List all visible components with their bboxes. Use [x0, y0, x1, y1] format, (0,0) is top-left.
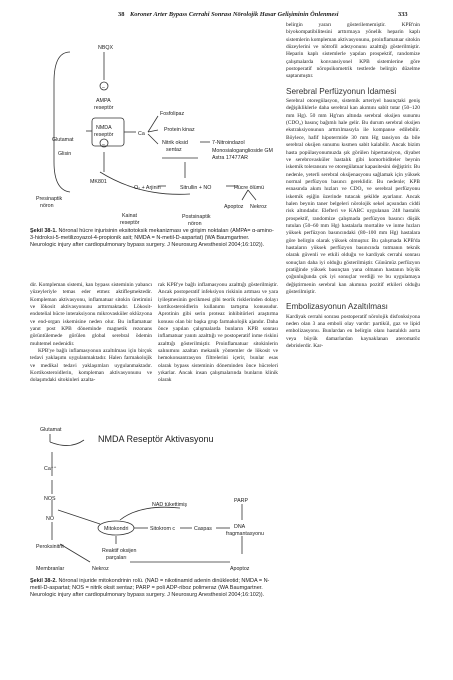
label-peroksinitrit: Peroksinitrit	[36, 544, 64, 550]
label-sentaz: sentaz	[166, 147, 182, 153]
label-nitroindazol: 7-Nitroindazol	[212, 140, 245, 146]
left-column-paragraph-1: dir. Kompleman sistemi, kan bypass sisteminin yabancı yüzeyleriyle temas eder etmez aktifleşmektedir. Kompleman aktivasyonu, inflamatuar sitokin üretimini ve lökosit aktivasyonunu arttırmaktadır. Lökosit-endotelial hücre interaksiyonu mikrovasküler oklüzyona ve end-organ iskemisine neden olur. Bu inflamatuar yanıt post KPB döneminde magnetik rezonans görüntülemede görülen global serebral ödemin muhtemel nedenidir.	[30, 282, 152, 347]
label-membranlar: Membranlar	[36, 566, 65, 572]
label-sitokrom-c: Sitokrom c	[150, 526, 176, 532]
label-nmda-receptor: reseptör	[94, 132, 114, 138]
middle-column	[158, 282, 278, 385]
label-ca-2: Ca⁺⁺	[44, 466, 57, 472]
figure-38-2-caption	[30, 578, 274, 599]
label-nekroz-2: Nekroz	[92, 566, 109, 572]
section-embolization-text: Kardiyak cerrahi sonrası postoperatif nörolojik disfonksiyona neden olan 3 ana emboli olay vardır: partikül, gaz ve lipid embolizasyonu. Bunlardan en belirgin olanı hastalıklı aorta veya büyük damarlardan kaynaklanan ateromatöz debrislerdir. Kar-	[286, 313, 420, 350]
figure-38-1-diagram	[30, 22, 278, 227]
label-nekroz: Nekroz	[250, 204, 267, 210]
left-column-paragraph-2: KPB'ye bağlı inflamasyonun azaltılması için birçok tedavi yaklaşımı uygulanmaktadır. Halen farmakolojik ve medikal tedavi yaklaşımları uygulanmaktadır. Kortikosteroidlerin, kompleman aktivasyonunu ve dolaşımdaki sitokinleri azalta-	[30, 348, 152, 384]
label-ca: Ca	[138, 131, 145, 137]
label-glutamat: Glutamat	[52, 137, 74, 143]
page-number: 333	[398, 11, 408, 18]
label-ampa: AMPA	[96, 98, 111, 104]
label-nitrik-oksid: Nitrik oksid	[162, 140, 188, 146]
figure-38-1-caption-text: Nöronal hücre injurisinin eksitotoksik mekanizması ve girişim noktaları (AMPA= α-amino-3-hidroksi-5-metilizoyazol-4-propionik asit; NMDA = N-metil-D-aspartat) (WA Baumgartner. Neurologic injury after cardiopulmonary bypass surgery. J Neurosurg Anesthesiol 2004;16:102)).	[30, 228, 274, 248]
label-astra: Astra 17477AR	[212, 155, 248, 161]
label-ampa-receptor: reseptör	[94, 105, 114, 111]
figure-38-2-caption-label: Şekil 38-2.	[30, 578, 57, 584]
label-parcalar: parçaları	[106, 555, 127, 561]
label-kainat: Kainat	[122, 213, 138, 219]
middle-column-paragraph: rak KPB'ye bağlı inflamasyonu azalttığı gösterilmiştir. Ancak postoperatif infeksiyon riskinin artması ve yara iyileşmesinin gecikmesi gibi teorik risklerinden dolayı kortikosteroidlerin kullanımı tartışma konusudur. Aprotinin gibi serin proteaz inhibitörleri araştırma konusu olan bir başka grup farmakolojik ajandır. Daha önce yapılan çalışmalarda bunların KPB sonrası inflamatuar yanıtı azalttığı ve postoperatif inme riskini azalttığı gösterilmiştir. Proinflamatuar sitokinlerin salınımını azaltan mekanik yöntemler de lökosit ve hemokonsantrasyon filtrelerini içerir, bunlar esas olarak bypass sisteminin döneminden önce hücreleri yıkarlar. Ancak insan çalışmalarında bunların klinik olarak	[158, 282, 278, 384]
label-presinaptik: Presinaptik	[36, 196, 63, 202]
label-protein-kinaz: Protein kinaz	[164, 127, 195, 133]
label-monosialoganglioside: Monosialoganglioside GM	[212, 148, 273, 154]
label-reaktif-oksijen: Reaktif oksijen	[102, 548, 137, 554]
label-apoptoz-2: Apoptoz	[230, 566, 250, 572]
label-hucre-olumu: Hücre ölümü	[234, 185, 265, 191]
section-heading-perfusion: Serebral Perfüzyonun İdamesi	[286, 86, 397, 96]
label-glisin: Glisin	[58, 151, 72, 157]
label-kainat-receptor: reseptör	[120, 220, 140, 226]
inhibit-symbol: –	[102, 84, 105, 91]
label-postsinaptik: Postsinaptik	[182, 214, 211, 220]
figure-38-2-title: NMDA Reseptör Aktivasyonu	[98, 434, 214, 444]
figure-38-2-diagram	[30, 424, 278, 574]
label-apoptoz: Apoptoz	[224, 204, 244, 210]
section-perfusion-text: Serebral otoregülasyon, sistemik arteriyel basınçtaki geniş değişikliklerle daha serebral kan akımını sabit tutar (50–120 mm Hg). 50 mm Hg'nın altında serebral oksijen sunumu (CDO₂) basınç bağımlı hale gelir. Bu durum serebral oksijen ekstraksiyonunun arttırılmasıyla ile kompanse edilebilir. Böylece, hafif hipotermide 30 mm Hg tansiyon da bile serebral oksijen sunumu kısmen sabit kalabilir. Ancak bizim hasta popülasyonumuzda şık görülen hipertansiyon, diyabet ve serebrovasküler hastalık gibi komorbiditeler beynin iskemik toleransını ve otoregülatuar kapasitesini değiştirir. Bu nedenle, yeterli serebral oksijenasyonu sağlamak için yüksek normal perfüzyon basıncı gereklidir. Bu nedenle; KPB esnasında akım hızları ve CDO₂ ve serebral perfüzyonu iskemik eşiğin üzerinde tutacak şekilde ayarlanır. Ancak halen beynin taner belgeleri nörolojik sekel açısından ciddi risk altındadır. Elefteri ve KABC uygulanan 248 hastalık prospektif, randomize çalışmada perfüzyon basıncı düşük tutulan (50–60 mm Hg) hastalarla mortalite ve inme hızları yüksek perfüzyon basıncındaki (80–100 mm Hg) hastalara göre belirgin olarak yüksek olmuştur. Bu çalışmada KPB'da hastaların yüksek perfüzyon basıncında tutmanın teknik olarak güvenli ve etkili olduğu ve kardiyak cerrahi sonrası sonuçları daha iyi olduğu gösterilmiştir. Günümüz perfüzyon pratiğinde yüksek basınçtan yana olmanın hastanın büyük çoğunluğunda çok iyi sonuçlar verdiği ve bu uygulamaya değiştirmenin serebral kan akımına pozitif etkileri olduğu gösterilmiştir.	[286, 98, 420, 296]
right-column	[286, 22, 420, 350]
label-dna: DNA	[234, 524, 246, 530]
label-sitrulin-no: Sitrullin + NO	[180, 185, 212, 191]
section-heading-embolization: Embolizasyonun Azaltılması	[286, 302, 388, 312]
label-presinaptik-noron: nöron	[40, 203, 54, 209]
label-nbqx: NBQX	[98, 45, 114, 51]
label-no: NO	[46, 516, 54, 522]
label-glutamat-2: Glutamat	[40, 427, 62, 433]
label-o2-arjinin: O₂ + Arjinin	[134, 185, 161, 191]
figure-38-2-caption-text: Nöronal injuride mitokondrinin rolü. (NAD = nikotinamid adenin dinükleotid; NMDA = N-metil-D-aspartat; NOS = nitrik oksit sentaz; PARP = poli ADP-riboz polimeraz (WA Baumgartner. Neurologic injury after cardiopulmonary bypass surgery. J Neurosurg Anesthesiol 2004;16:102)).	[30, 578, 270, 598]
label-postsinaptik-noron: nöron	[188, 221, 202, 227]
right-column-paragraph-1: belirgin yararı gösterilememiştir. KPB'nin biyokompatibilitesini arttırmaya yönelik heparin kaplı sistemlerin kompleman aktivasyonunu, proinflamatuar sitokin düzeylerini ve nötrofil adezyonunu azalttığı gösterilmiştir. Heparin kaplı sistemlerle yapılan prospektif, randomize çalışmalarda konvansiyonel KPB sistemlerine göre postoperatif nöropsikometrik testlerde belirgin düzelme saptanmıştır.	[286, 22, 420, 80]
label-nad: NAD tükettimiş	[152, 502, 188, 508]
inhibit-symbol-2: –	[102, 141, 105, 148]
figure-38-1-caption-label: Şekil 38-1.	[30, 228, 57, 234]
figure-38-1-caption	[30, 228, 274, 249]
label-fosfolipaz: Fosfolipaz	[160, 111, 185, 117]
label-mitokondri: Mitokondri	[104, 526, 129, 532]
label-nmda: NMDA	[96, 125, 112, 131]
running-header-label: 38	[118, 11, 125, 18]
left-column	[30, 282, 152, 385]
label-parp: PARP	[234, 498, 249, 504]
label-mk801: MK801	[90, 179, 107, 185]
running-header-title: Koroner Arter Bypass Cerrahi Sonrası Nörolojik Hasar Gelişiminin Önlenmesi	[130, 11, 339, 18]
label-caspas: Caspas	[194, 526, 212, 532]
label-nos: NOS	[44, 496, 56, 502]
label-dna-fragmantasyonu: fragmantasyonu	[226, 531, 264, 537]
